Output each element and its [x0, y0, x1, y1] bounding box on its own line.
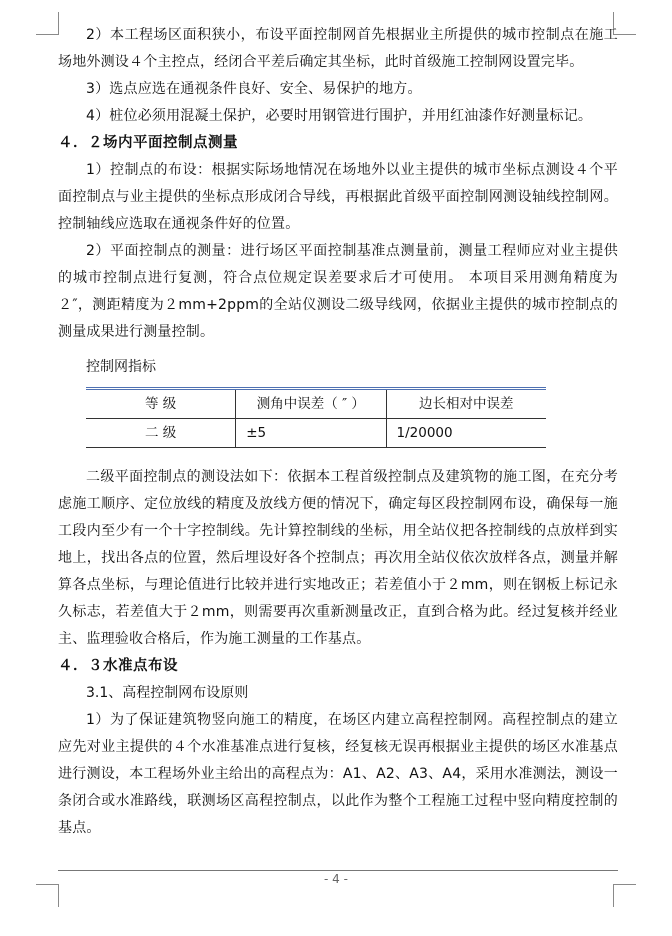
subsection-heading-3-1: 3.1、高程控制网布设原则 [86, 685, 249, 701]
section-heading-4-3: ４．３水准点布设 [58, 658, 178, 674]
table-cell-angle-error: ±5 [236, 419, 386, 448]
spacer [58, 448, 618, 456]
table-row [86, 419, 546, 448]
paragraph-control-point-survey: 2）平面控制点的测量：进行场区平面控制基准点测量前，测量工程师应对业主提供的城市控制点进行复测，符合点位规定误差要求后才可使用。 本项目采用测角精度为２″，测距精度为２mm+2ppm的全站仪测设二级导线网，依据业主提供的城市控制点的测量成果进行测量控制。 [58, 243, 618, 340]
paragraph-pile-protection: 4）桩位必须用混凝土保护，必要时用钢管进行围护，并用红油漆作好测量标记。 [86, 108, 593, 124]
spacer [58, 456, 618, 464]
table-header-grade: 等 级 [86, 389, 236, 419]
table-header-side-error: 边长相对中误差 [386, 389, 546, 419]
table-header-row [86, 389, 546, 419]
page-number: - 4 - [324, 872, 348, 886]
page-content [58, 22, 618, 842]
paragraph-elevation-control: 1）为了保证建筑物竖向施工的精度，在场区内建立高程控制网。高程控制点的建立应先对业主提供的４个水准基准点进行复核，经复核无误再根据业主提供的场区水准基点进行测设，本工程场外业主给出的高程点为：A1、A2、A3、A4，采用水准测法，测设一条闭合或水准路线，联测场区高程控制点，以此作为整个工程施工过程中竖向精度控制的基点。 [58, 712, 618, 836]
table-title: 控制网指标 [86, 359, 156, 375]
paragraph-site-control-points: 2）本工程场区面积狭小，布设平面控制网首先根据业主所提供的城市控制点在施工场地外测设４个主控点，经闭合平差后确定其坐标，此时首级施工控制网设置完毕。 [58, 27, 618, 70]
paragraph-point-selection: 3）选点应选在通视条件良好、安全、易保护的地方。 [86, 81, 422, 97]
table-cell-grade: 二 级 [86, 419, 236, 448]
crop-mark-top-left [36, 12, 59, 35]
table-cell-side-error: 1/20000 [396, 424, 453, 441]
paragraph-secondary-control-method: 二级平面控制点的测设法如下：依据本工程首级控制点及建筑物的施工图，在充分考虑施工顺序、定位放线的精度及放线方便的情况下，确定每区段控制网布设，确保每一施工段内至少有一个十字控制线。先计算控制线的坐标，用全站仪把各控制线的点放样到实地上，找出各点的位置，然后埋设好各个控制点；再次用全站仪依次放样各点，测量并解算各点坐标，与理论值进行比较并进行实地改正；若差值小于２mm，则在钢板上标记永久标志，若差值大于２mm，则需要再次重新测量改正，直到合格为此。经过复核并经业主、监理验收合格后，作为施工测量的工作基点。 [58, 469, 618, 647]
paragraph-control-point-layout: 1）控制点的布设：根据实际场地情况在场地外以业主提供的城市坐标点测设４个平面控制点与业主提供的坐标点形成闭合导线，再根据此首级平面控制网测设轴线控制网。控制轴线应选取在通视条件好的位置。 [58, 162, 618, 232]
section-heading-4-2: ４．２场内平面控制点测量 [58, 135, 238, 151]
control-network-table [86, 387, 546, 448]
table-header-angle-error: 测角中误差（ ″ ） [236, 389, 386, 419]
